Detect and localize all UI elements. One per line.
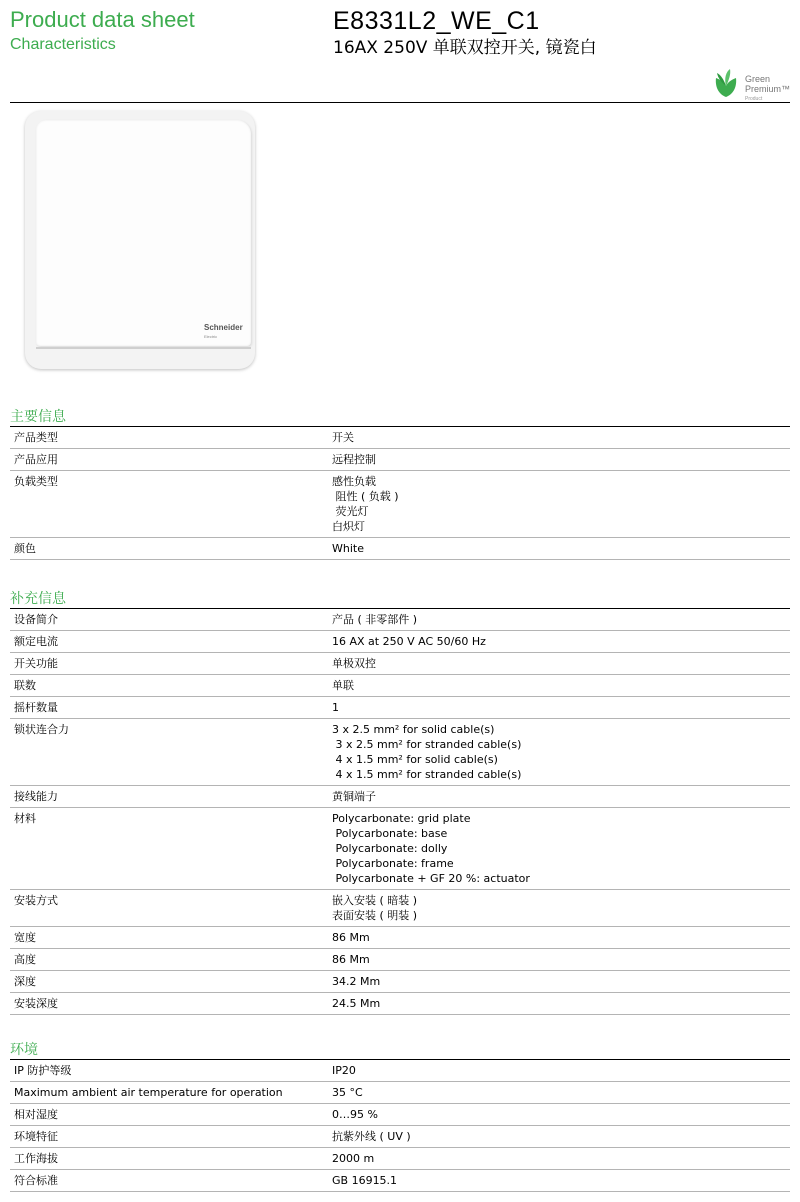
row-label: 锁状连合力 <box>14 723 69 736</box>
green-premium-badge <box>712 68 792 100</box>
value-line: 4 x 1.5 mm² for solid cable(s) <box>332 753 498 766</box>
row-value <box>330 890 790 926</box>
row-value <box>330 449 790 470</box>
header-right <box>333 6 597 60</box>
table-row <box>10 471 790 538</box>
table-row <box>10 719 790 786</box>
value-line: 34.2 Mm <box>332 975 381 988</box>
value-line: 1 <box>332 701 339 714</box>
row-label: 额定电流 <box>14 635 58 648</box>
row-value <box>330 1148 790 1169</box>
value-line: Polycarbonate: frame <box>332 857 454 870</box>
value-line: 荧光灯 <box>332 505 369 518</box>
value-line: 感性负载 <box>332 475 376 488</box>
row-value <box>330 1082 790 1103</box>
table-row <box>10 808 790 890</box>
row-label: 高度 <box>14 953 36 966</box>
value-line: GB 16915.1 <box>332 1174 398 1187</box>
row-value <box>330 786 790 807</box>
value-line: 3 x 2.5 mm² for solid cable(s) <box>332 723 495 736</box>
table-row <box>10 449 790 471</box>
header-divider <box>10 102 790 103</box>
row-value <box>330 1170 790 1191</box>
row-label: 安装方式 <box>14 894 58 907</box>
value-line: 黄铜端子 <box>332 790 376 803</box>
row-value <box>330 719 790 785</box>
row-value <box>330 1060 790 1081</box>
table-row <box>10 427 790 449</box>
table-row <box>10 1082 790 1104</box>
value-line: 4 x 1.5 mm² for stranded cable(s) <box>332 768 522 781</box>
row-label: 符合标准 <box>14 1174 58 1187</box>
table-row <box>10 1104 790 1126</box>
value-line: 单极双控 <box>332 657 376 670</box>
rocker-edge <box>36 347 251 349</box>
row-label: 宽度 <box>14 931 36 944</box>
table-row <box>10 927 790 949</box>
table-row <box>10 949 790 971</box>
value-line: 单联 <box>332 679 354 692</box>
row-label: 联数 <box>14 679 36 692</box>
table-row <box>10 1148 790 1170</box>
value-line: 开关 <box>332 431 354 444</box>
value-line: 产品 ( 非零部件 ) <box>332 613 418 626</box>
section-title: 环境 <box>10 1041 790 1060</box>
value-line: 16 AX at 250 V AC 50/60 Hz <box>332 635 486 648</box>
row-label: 深度 <box>14 975 36 988</box>
value-line: 86 Mm <box>332 953 370 966</box>
table-row <box>10 786 790 808</box>
row-label: 颜色 <box>14 542 36 555</box>
row-label: 相对湿度 <box>14 1108 58 1121</box>
value-line: Polycarbonate: base <box>332 827 448 840</box>
table-row <box>10 890 790 927</box>
doc-title: Product data sheet <box>10 7 195 32</box>
row-label: 产品类型 <box>14 431 58 444</box>
table-row <box>10 609 790 631</box>
table-row <box>10 1060 790 1082</box>
switch-rocker <box>36 120 251 346</box>
value-line: 嵌入安装 ( 暗装 ) <box>332 894 418 907</box>
row-value <box>330 993 790 1014</box>
section-title: 补充信息 <box>10 590 790 609</box>
table-row <box>10 631 790 653</box>
table-row <box>10 653 790 675</box>
row-value <box>330 1126 790 1147</box>
row-value <box>330 808 790 889</box>
value-line: 阻性 ( 负载 ) <box>332 490 399 503</box>
row-value <box>330 427 790 448</box>
row-label: 工作海拔 <box>14 1152 58 1165</box>
section-title: 主要信息 <box>10 408 790 427</box>
table-row <box>10 971 790 993</box>
green-premium-text: Green Premium™ Product <box>745 74 791 102</box>
value-line: 35 °C <box>332 1086 363 1099</box>
row-value <box>330 927 790 948</box>
row-value <box>330 609 790 630</box>
row-label: 环境特征 <box>14 1130 58 1143</box>
row-label: 产品应用 <box>14 453 58 466</box>
row-label: 开关功能 <box>14 657 58 670</box>
section-main-info <box>10 408 790 560</box>
row-value <box>330 538 790 559</box>
value-line: Polycarbonate + GF 20 %: actuator <box>332 872 530 885</box>
table-row <box>10 538 790 560</box>
row-label: 摇杆数量 <box>14 701 58 714</box>
product-reference: E8331L2_WE_C1 <box>333 7 540 35</box>
value-line: 白炽灯 <box>332 520 365 533</box>
row-value <box>330 675 790 696</box>
value-line: 3 x 2.5 mm² for stranded cable(s) <box>332 738 522 751</box>
row-label: 安装深度 <box>14 997 58 1010</box>
value-line: Polycarbonate: dolly <box>332 842 448 855</box>
value-line: 远程控制 <box>332 453 376 466</box>
value-line: 2000 m <box>332 1152 375 1165</box>
row-value <box>330 1104 790 1125</box>
row-value <box>330 971 790 992</box>
row-value <box>330 653 790 674</box>
table-row <box>10 675 790 697</box>
doc-subtitle: Characteristics <box>10 36 116 53</box>
row-value <box>330 631 790 652</box>
brand-logo: Schneider Electric <box>204 323 243 339</box>
value-line: White <box>332 542 364 555</box>
header-left <box>10 6 195 56</box>
value-line: 24.5 Mm <box>332 997 381 1010</box>
table-row <box>10 993 790 1015</box>
row-label: 负载类型 <box>14 475 58 488</box>
value-line: IP20 <box>332 1064 356 1077</box>
section-environment <box>10 1041 790 1192</box>
row-value <box>330 471 790 537</box>
row-value <box>330 949 790 970</box>
table-row <box>10 697 790 719</box>
row-label: Maximum ambient air temperature for operation <box>14 1086 283 1099</box>
green-premium-leaf-icon <box>712 68 740 98</box>
value-line: 0…95 % <box>332 1108 378 1121</box>
section-supplementary-info <box>10 590 790 1015</box>
table-row <box>10 1126 790 1148</box>
row-label: IP 防护等级 <box>14 1064 72 1077</box>
value-line: Polycarbonate: grid plate <box>332 812 471 825</box>
row-label: 设备简介 <box>14 613 58 626</box>
table-row <box>10 1170 790 1192</box>
product-image <box>22 108 258 370</box>
product-description: 16AX 250V 单联双控开关, 镜瓷白 <box>333 38 597 58</box>
row-value <box>330 697 790 718</box>
value-line: 86 Mm <box>332 931 370 944</box>
row-label: 接线能力 <box>14 790 58 803</box>
value-line: 抗紫外线 ( UV ) <box>332 1130 411 1143</box>
row-label: 材料 <box>14 812 36 825</box>
value-line: 表面安装 ( 明装 ) <box>332 909 418 922</box>
